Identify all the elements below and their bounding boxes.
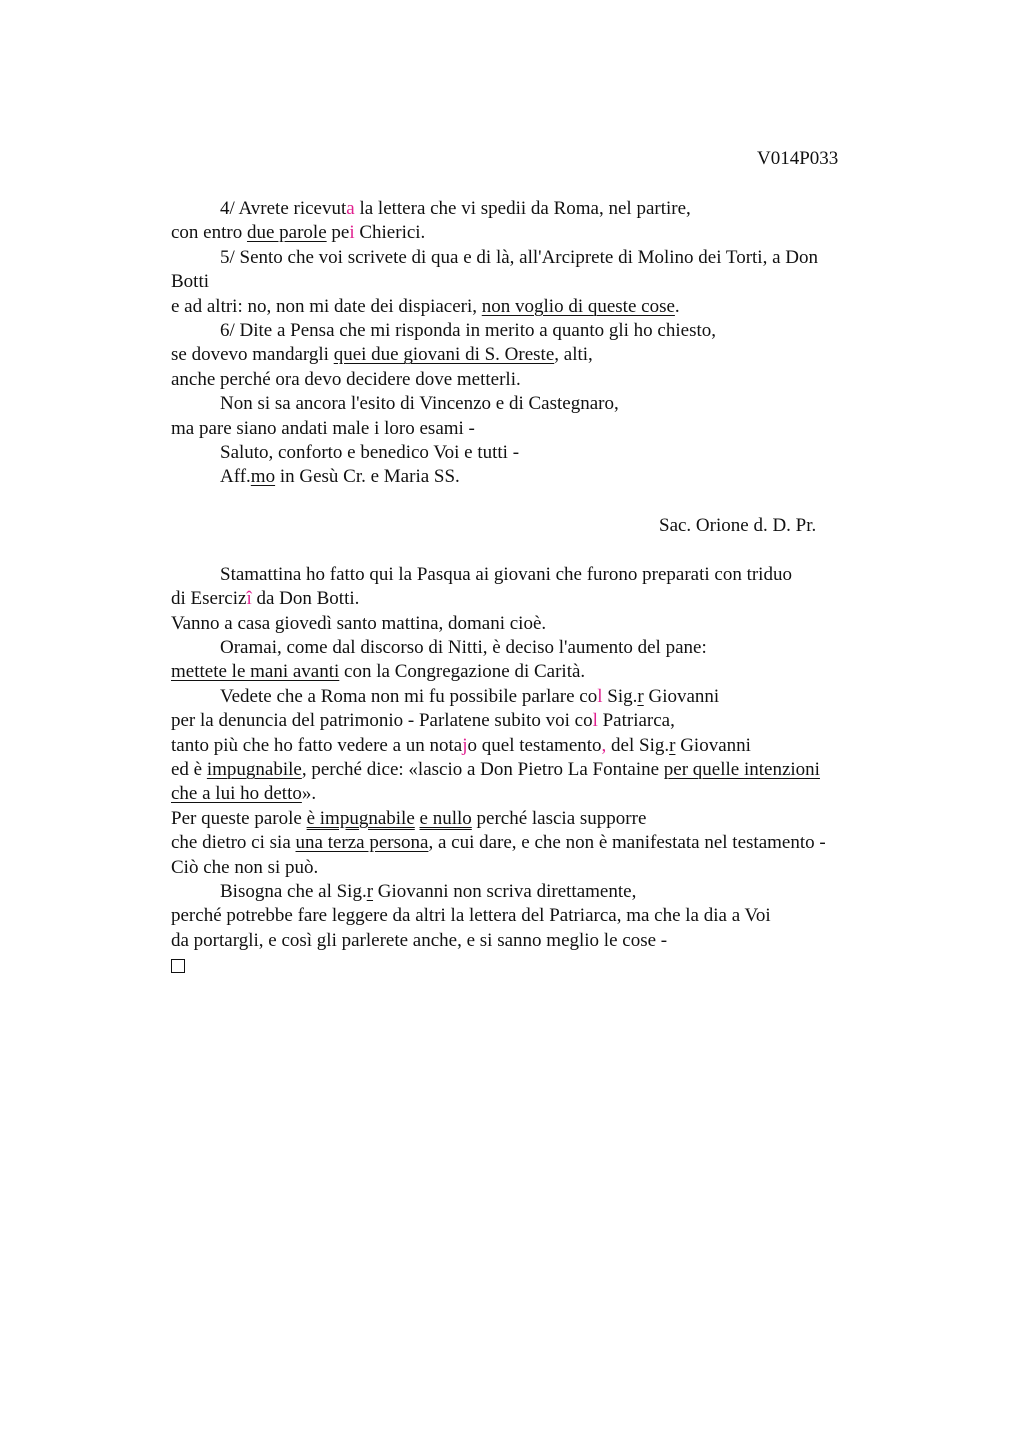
- insertion-mark: i: [349, 222, 355, 244]
- postscript-1-line-2: di Esercizî da Don Botti.: [171, 588, 360, 610]
- insertion-mark: j: [462, 734, 468, 756]
- postscript-1-line-1: Stamattina ho fatto qui la Pasqua ai giovani che furono preparati con triduo: [220, 563, 792, 585]
- spacer: [171, 538, 891, 562]
- insertion-mark: a: [346, 198, 355, 219]
- closing-affectionate: Aff.mo in Gesù Cr. e Maria SS.: [220, 466, 460, 488]
- postscript-3-line-8: Ciò che non si può.: [171, 856, 319, 878]
- underlined-text: due parole: [246, 222, 327, 244]
- underlined-text: non voglio di queste cose: [481, 295, 675, 317]
- page-id: V014P033: [757, 148, 839, 169]
- para-5-line-2: Botti: [171, 271, 210, 293]
- underlined-text: quei due giovani di S. Oreste: [333, 344, 555, 366]
- postscript-3-line-5: che a lui ho detto».: [171, 783, 317, 805]
- para-6-line-2: se dovevo mandargli quei due giovani di S. Oreste, alti,: [171, 344, 593, 366]
- underlined-text: impugnabile: [206, 758, 302, 780]
- double-underlined-text: è impugnabile: [306, 807, 415, 829]
- postscript-4-line-2: perché potrebbe fare leggere da altri la lettera del Patriarca, ma che la dia a Voi: [171, 905, 771, 927]
- para-6-line-3: anche perché ora devo decidere dove metterli.: [171, 368, 521, 390]
- postscript-3-line-6: Per queste parole è impugnabile e nullo perché lascia supporre: [171, 807, 647, 829]
- para-4-line-2: con entro due parole pei Chierici.: [171, 222, 426, 244]
- postscript-3-line-2: per la denuncia del patrimonio - Parlatene subito voi col Patriarca,: [171, 710, 675, 732]
- closing-greeting: Saluto, conforto e benedico Voi e tutti -: [220, 441, 520, 463]
- postscript-3-line-1: Vedete che a Roma non mi fu possibile parlare col Sig.r Giovanni: [220, 685, 720, 707]
- para-6-line-1: 6/ Dite a Pensa che mi risponda in merito a quanto gli ho chiesto,: [220, 319, 717, 341]
- signature: Sac. Orione d. D. Pr.: [659, 515, 817, 537]
- insertion-mark: î: [246, 588, 252, 610]
- double-underlined-text: e nullo: [419, 807, 472, 829]
- postscript-1-line-3: Vanno a casa giovedì santo mattina, domani cioè.: [171, 612, 547, 634]
- postscript-2-line-2: mettete le mani avanti con la Congregazione di Carità.: [171, 661, 586, 683]
- postscript-4-line-3: da portargli, e così gli parlerete anche, e si sanno meglio le cose -: [171, 929, 668, 951]
- end-box-icon: [171, 959, 185, 973]
- end-marker: [171, 953, 891, 977]
- postscript-3-line-7: che dietro ci sia una terza persona, a cui dare, e che non è manifestata nel testamento -: [171, 832, 826, 854]
- postscript-4-line-1: Bisogna che al Sig.r Giovanni non scriva direttamente,: [220, 880, 637, 902]
- underlined-text: r: [669, 734, 676, 756]
- postscript-3-line-4: ed è impugnabile, perché dice: «lascio a Don Pietro La Fontaine per quelle intenzioni: [171, 758, 820, 780]
- insertion-mark: l: [592, 710, 598, 732]
- underlined-text: che a lui ho detto: [171, 783, 302, 805]
- postscript-2-line-1: Oramai, come dal discorso di Nitti, è deciso l'aumento del pane:: [220, 637, 707, 659]
- underlined-text: r: [366, 880, 374, 902]
- para-7-line-2: ma pare siano andati male i loro esami -: [171, 417, 475, 439]
- underlined-text: mo: [250, 466, 276, 488]
- underlined-text: r: [637, 685, 644, 707]
- postscript-3-line-3: tanto più che ho fatto vedere a un notajo quel testamento, del Sig.r Giovanni: [171, 734, 751, 756]
- para-5-line-3: e ad altri: no, non mi date dei dispiaceri, non voglio di queste cose.: [171, 295, 680, 317]
- para-5-line-1: 5/ Sento che voi scrivete di qua e di là, all'Arciprete di Molino dei Torti, a Don: [220, 246, 818, 268]
- insertion-mark: ,: [601, 734, 607, 756]
- para-4-line-1: 4/ Avrete ricevuta la lettera che vi spedii da Roma, nel partire,: [220, 198, 691, 219]
- underlined-text: mettete le mani avanti: [171, 661, 340, 683]
- underlined-text: una terza persona: [295, 832, 429, 854]
- letter-body: [171, 197, 891, 978]
- spacer: [171, 490, 891, 514]
- para-7-line-1: Non si sa ancora l'esito di Vincenzo e di Castegnaro,: [220, 393, 619, 415]
- underlined-text: per quelle intenzioni: [663, 758, 820, 780]
- insertion-mark: l: [597, 685, 603, 707]
